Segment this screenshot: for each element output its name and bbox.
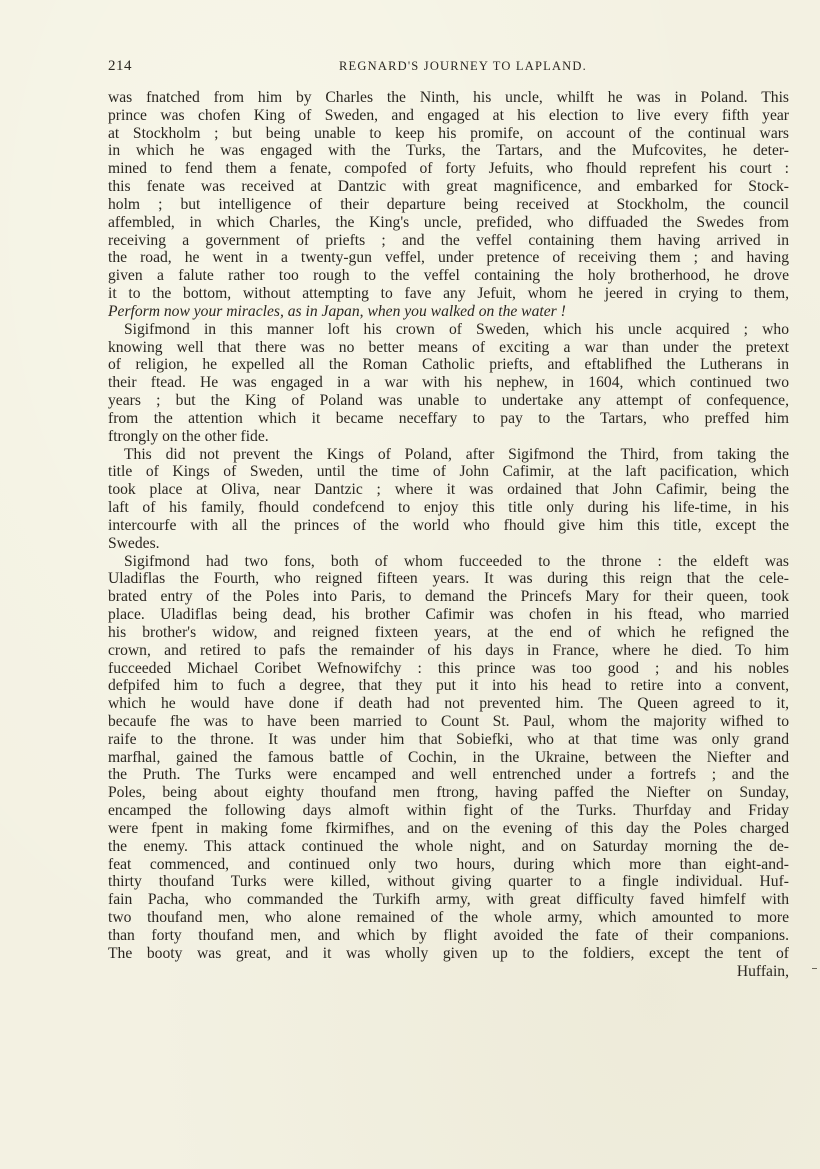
text-line: becaufe fhe was to have been married to Count St. Paul, whom the majority wifhed to [108,712,789,730]
text-line: Swedes. [108,534,160,552]
text-line: brated entry of the Poles into Paris, to demand the Princefs Mary for their queen, took [108,588,789,606]
text-line: thirty thoufand Turks were killed, without giving quarter to a fingle individual. Huf- [108,873,789,891]
text-line: ftrongly on the other fide. [108,427,269,445]
running-title: REGNARD'S JOURNEY TO LAPLAND. [339,59,587,73]
text-line: defpifed him to fuch a degree, that they put it into his head to retire into a convent, [108,677,789,695]
text-line: raife to the throne. It was under him that Sobiefki, who at that time was only grand [108,730,789,748]
text-line: receiving a government of priefts ; and the veffel containing them having arrived in [108,231,789,249]
paragraph-start: Sigifmond in this manner loft his crown of Sweden, which his uncle acquired ; who [124,320,789,338]
catchword: Huffain, [736,962,789,980]
text-line: the enemy. This attack continued the whole night, and on Saturday morning the de- [108,837,789,855]
text-line: was fnatched from him by Charles the Ninth, his uncle, whilft he was in Poland. This [108,89,789,106]
text-line: Poles, being about eighty thoufand men ftrong, having paffed the Niefter on Sunday, [108,784,789,802]
text-line: their ftead. He was engaged in a war with his nephew, in 1604, which continued two [108,374,789,392]
text-line: took place at Oliva, near Dantzic ; where it was ordained that John Cafimir, being the [108,481,789,499]
text-line: were fpent in making fome fkirmifhes, and on the evening of this day the Poles charged [108,819,789,837]
text-line: two thoufand men, who alone remained of the whole army, which amounted to more [108,909,789,927]
text-line: crown, and retired to pafs the remainder of his days in France, where he died. To him [108,641,789,659]
paragraph-start: Sigifmond had two fons, both of whom fucceeded to the throne : the eldeft was [124,552,789,570]
running-head [108,58,788,78]
text-line: the Pruth. The Turks were encamped and well entrenched under a fortrefs ; and the [108,766,789,784]
text-line: this fenate was received at Dantzic with great magnificence, and embarked for Stock- [108,178,789,196]
text-line: the road, he went in a twenty-gun veffel, under pretence of receiving them ; and having [108,249,789,267]
text-line: years ; but the King of Poland was unable to undertake any attempt of confequence, [108,392,789,410]
text-line: feat commenced, and continued only two hours, during which more than eight-and- [108,855,789,873]
text-line: fucceeded Michael Coribet Wefnowifchy : this prince was too good ; and his nobles [108,659,789,677]
text-line-italic: Perform now your miracles, as in Japan, when you walked on the water ! [108,302,566,320]
text-line: laft of his family, fhould condefcend to enjoy this title only during his life-time, in his [108,499,789,517]
text-line: prince was chofen King of Sweden, and engaged at his election to live every fifth year [108,106,789,124]
text-line: at Stockholm ; but being unable to keep his promife, on account of the continual wars [108,124,789,142]
text-line: which he would have done if death had not prevented him. The Queen agreed to it, [108,695,789,713]
text-line: of religion, he expelled all the Roman Catholic priefts, and eftablifhed the Lutherans in [108,356,789,374]
text-line: mined to fend them a fenate, compofed of forty Jefuits, who fhould reprefent his court : [108,160,789,178]
page-number: 214 [108,58,132,74]
text-line: from the attention which it became neceffary to pay to the Tartars, who preffed him [108,409,789,427]
text-line: marfhal, gained the famous battle of Cochin, in the Ukraine, between the Niefter and [108,748,789,766]
text-line: knowing well that there was no better means of exciting a war than under the pretext [108,338,789,356]
text-line: title of Kings of Sweden, until the time of John Cafimir, at the laft pacification, which [108,463,789,481]
text-line: encamped the following days almoft within fight of the Turks. Thurfday and Friday [108,802,789,820]
margin-mark [812,968,817,969]
text-line: affembled, in which Charles, the King's uncle, prefided, who diffuaded the Swedes from [108,213,789,231]
text-line: given a falute rather too rough to the veffel containing the holy brotherhood, he drove [108,267,789,285]
text-line: intercourfe with all the princes of the world who fhould give him this title, except the [108,516,789,534]
text-line: The booty was great, and it was wholly given up to the foldiers, except the tent of [108,944,789,962]
text-line: in which he was engaged with the Turks, the Tartars, and the Mufcovites, he deter- [108,142,789,160]
paragraph-start: This did not prevent the Kings of Poland, after Sigifmond the Third, from taking the [124,445,789,463]
body-text [108,89,789,980]
text-line: Uladiflas the Fourth, who reigned fifteen years. It was during this reign that the cele- [108,570,789,588]
text-line: place. Uladiflas being dead, his brother Cafimir was chofen in his ftead, who married [108,606,789,624]
text-line: fain Pacha, who commanded the Turkifh army, with great difficulty faved himfelf with [108,891,789,909]
text-line: it to the bottom, without attempting to fave any Jefuit, whom he jeered in crying to them, [108,285,789,303]
text-line: than forty thoufand men, and which by flight avoided the fate of their companions. [108,926,789,944]
text-line: holm ; but intelligence of their departure being received at Stockholm, the council [108,195,789,213]
text-line: his brother's widow, and reigned fixteen years, at the end of which he refigned the [108,623,789,641]
